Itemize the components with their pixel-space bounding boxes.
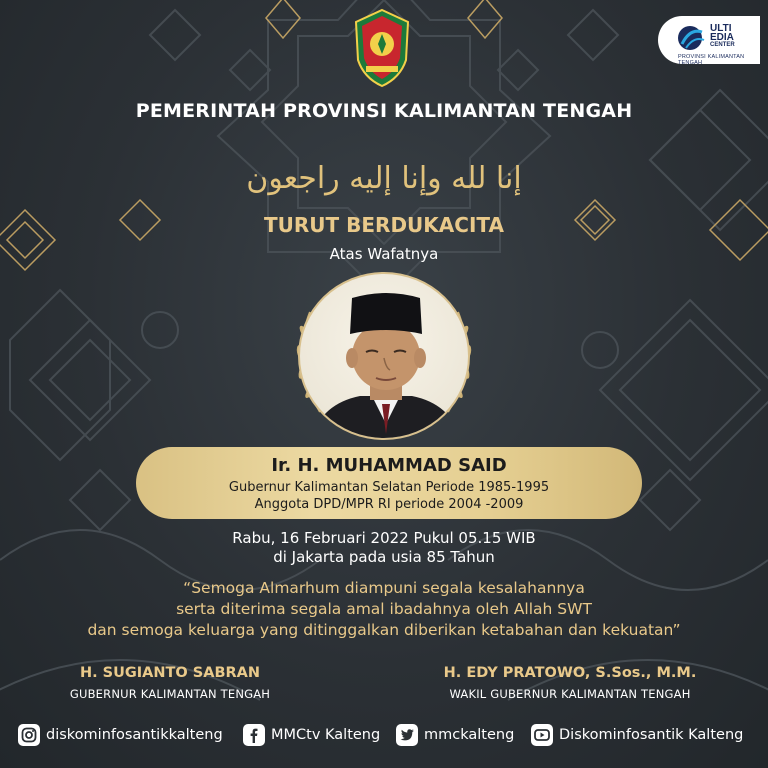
- social-youtube[interactable]: [531, 722, 743, 748]
- media-logo-text: ULTI EDIA CENTER: [710, 23, 735, 48]
- signatory-governor-title: GUBERNUR KALIMANTAN TENGAH: [69, 687, 271, 701]
- media-center-mark-icon: [676, 22, 708, 52]
- death-place-age: di Jakarta pada usia 85 Tahun: [273, 548, 495, 566]
- deceased-portrait: [298, 272, 470, 440]
- signatory-governor-name: H. SUGIANTO SABRAN: [79, 665, 261, 681]
- social-instagram[interactable]: [18, 722, 223, 748]
- youtube-icon: [531, 724, 553, 746]
- page-title: PEMERINTAH PROVINSI KALIMANTAN TENGAH: [135, 100, 633, 122]
- twitter-icon: [396, 724, 418, 746]
- condolence-subheading: Atas Wafatnya: [329, 245, 439, 263]
- prayer-quote-line-1: “Semoga Almarhum diampuni segala kesalahannya: [183, 579, 585, 597]
- multimedia-center-logo: [658, 16, 760, 64]
- social-twitter-label: mmckalteng: [424, 727, 515, 743]
- media-logo-subtitle: PROVINSI KALIMANTAN TENGAH: [678, 54, 745, 66]
- signatory-vice-governor-name: H. EDY PRATOWO, S.Sos., M.M.: [443, 665, 697, 681]
- social-facebook[interactable]: [243, 722, 380, 748]
- prayer-quote-line-2: serta diterima segala amal ibadahnya oleh Allah SWT: [176, 600, 592, 618]
- arabic-calligraphy: [244, 136, 524, 208]
- deceased-role-1: Gubernur Kalimantan Selatan Periode 1985-1995: [228, 480, 550, 495]
- signatory-vice-governor-title: WAKIL GUBERNUR KALIMANTAN TENGAH: [449, 687, 691, 701]
- social-twitter[interactable]: [396, 722, 514, 748]
- social-instagram-label: diskominfosantikkalteng: [46, 727, 223, 743]
- svg-text:إنا لله وإنا إليه راجعون: إنا لله وإنا إليه راجعون: [246, 161, 522, 196]
- provincial-crest-icon: [352, 8, 412, 88]
- social-youtube-label: Diskominfosantik Kalteng: [559, 727, 744, 743]
- death-date: Rabu, 16 Februari 2022 Pukul 05.15 WIB: [232, 529, 536, 547]
- portrait-figure: [300, 274, 470, 440]
- prayer-quote-line-3: dan semoga keluarga yang ditinggalkan diberikan ketabahan dan kekuatan”: [87, 621, 681, 639]
- deceased-role-2: Anggota DPD/MPR RI periode 2004 -2009: [254, 497, 524, 512]
- deceased-name: Ir. H. MUHAMMAD SAID: [271, 455, 507, 476]
- condolence-heading: TURUT BERDUKACITA: [264, 213, 504, 237]
- social-facebook-label: MMCtv Kalteng: [271, 727, 381, 743]
- facebook-icon: [243, 724, 265, 746]
- name-banner: [136, 447, 642, 519]
- instagram-icon: [18, 724, 40, 746]
